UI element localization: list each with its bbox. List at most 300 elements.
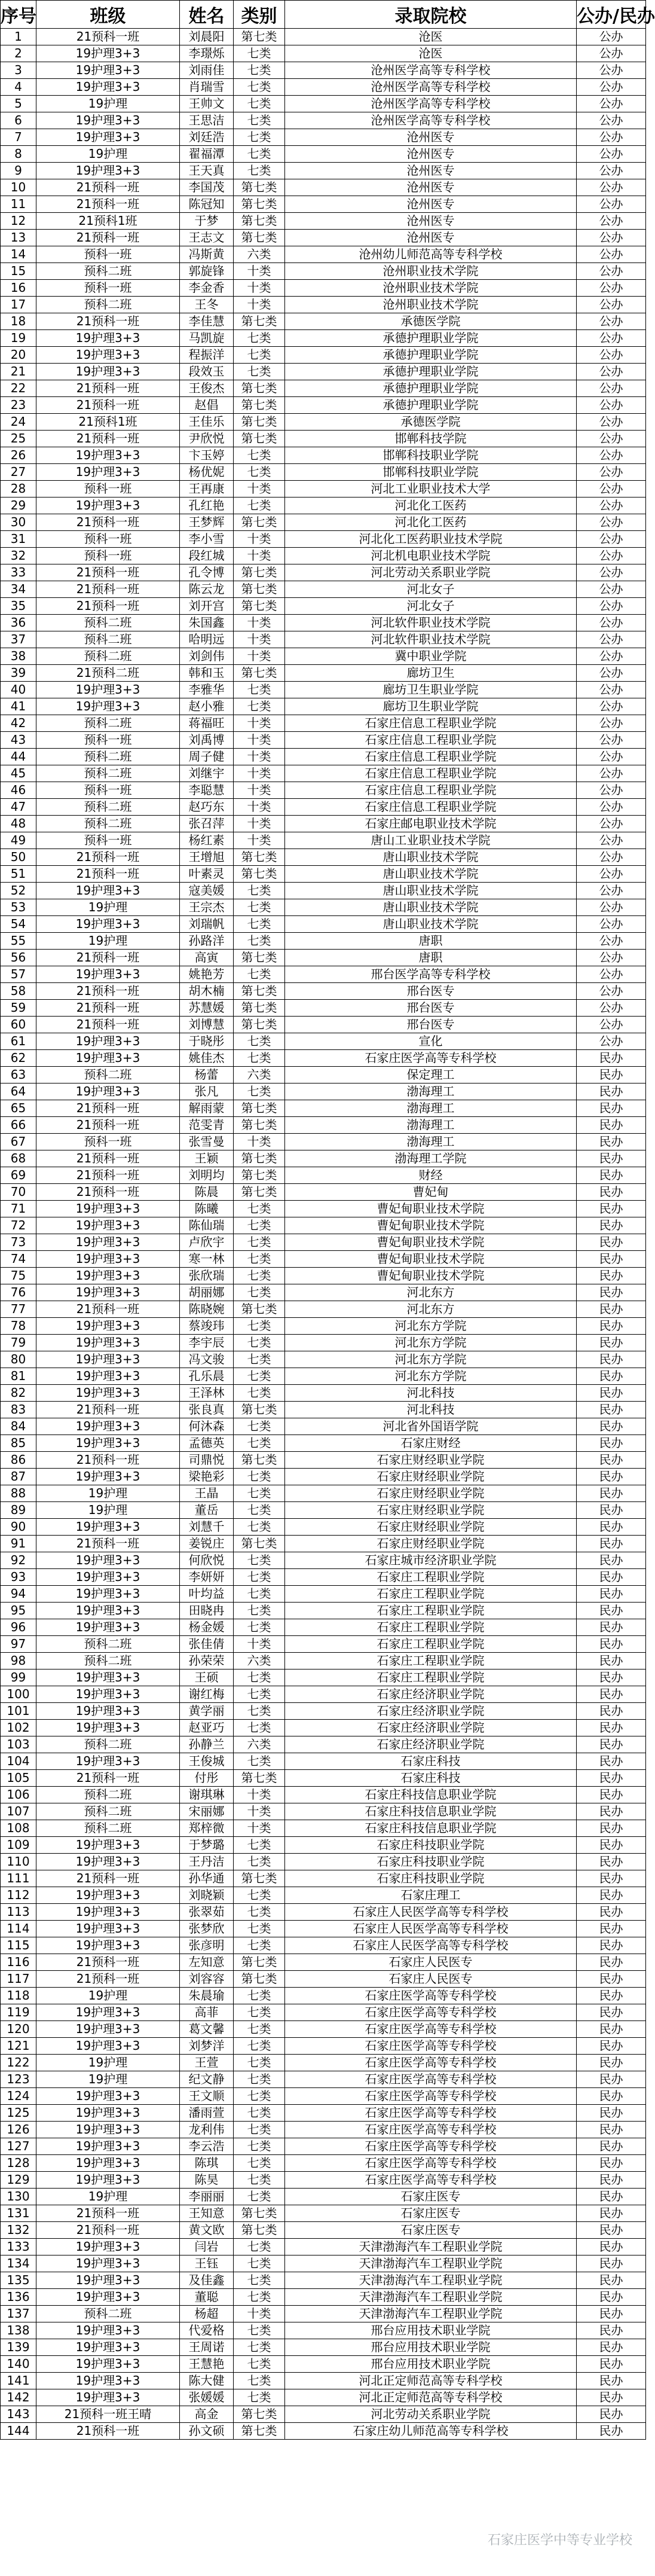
table-row [1,1904,646,1921]
cell-ownership: 民办 [577,2339,646,2356]
cell-class: 19护理3+3 [36,1083,180,1100]
cell-number: 31 [1,531,36,548]
cell-name: 赵倡 [180,397,234,414]
cell-ownership: 公办 [577,916,646,933]
cell-school: 石家庄工程职业学院 [285,1636,577,1653]
cell-category: 七类 [234,2071,285,2088]
cell-name: 陈昊 [180,2172,234,2189]
cell-category: 七类 [234,1904,285,1921]
cell-name: 杨超 [180,2306,234,2322]
cell-class: 21预科二班 [36,665,180,682]
cell-ownership: 民办 [577,1787,646,1803]
cell-number: 107 [1,1803,36,1820]
table-row [1,1921,646,1937]
cell-ownership: 民办 [577,1351,646,1368]
cell-class: 19护理3+3 [36,1837,180,1854]
table-row [1,1318,646,1335]
cell-class: 21预科一班 [36,1770,180,1787]
table-row [1,464,646,481]
cell-name: 董岳 [180,1502,234,1519]
table-row [1,966,646,983]
cell-number: 9 [1,163,36,179]
cell-name: 张翠茹 [180,1904,234,1921]
cell-school: 石家庄人民医专 [285,1971,577,1988]
cell-name: 张良真 [180,1402,234,1418]
cell-name: 陈大健 [180,2373,234,2389]
table-row [1,1720,646,1736]
table-row [1,213,646,230]
table-row [1,1787,646,1803]
cell-school: 石家庄人民医学高等专科学校 [285,1904,577,1921]
cell-school: 石家庄科技职业学院 [285,1870,577,1887]
cell-class: 21预科一班 [36,397,180,414]
cell-number: 3 [1,62,36,79]
cell-school: 石家庄医专 [285,2222,577,2239]
cell-category: 七类 [234,698,285,715]
cell-class: 19护理3+3 [36,2289,180,2306]
cell-number: 136 [1,2289,36,2306]
cell-category: 十类 [234,782,285,799]
cell-school: 河北科技 [285,1402,577,1418]
cell-category: 七类 [234,2289,285,2306]
cell-class: 21预科一班 [36,2205,180,2222]
cell-school: 河北正定师范高等专科学校 [285,2389,577,2406]
cell-ownership: 公办 [577,665,646,682]
cell-class: 19护理3+3 [36,1921,180,1937]
cell-ownership: 公办 [577,866,646,883]
table-row [1,1603,646,1619]
cell-name: 李金香 [180,280,234,297]
cell-class: 19护理3+3 [36,2155,180,2172]
cell-ownership: 民办 [577,2423,646,2440]
cell-ownership: 公办 [577,62,646,79]
cell-school: 石家庄科技职业学院 [285,1837,577,1854]
cell-ownership: 民办 [577,2322,646,2339]
table-row [1,564,646,581]
cell-school: 石家庄人民医学高等专科学校 [285,1921,577,1937]
cell-ownership: 民办 [577,2239,646,2255]
cell-name: 张佳倩 [180,1636,234,1653]
cell-class: 19护理3+3 [36,1234,180,1251]
cell-category: 六类 [234,1736,285,1753]
cell-class: 19护理3+3 [36,62,180,79]
cell-school: 河北东方 [285,1301,577,1318]
cell-school: 石家庄医学高等专科学校 [285,2088,577,2105]
cell-number: 32 [1,548,36,564]
cell-class: 19护理3+3 [36,1469,180,1485]
cell-class: 19护理 [36,96,180,112]
cell-school: 石家庄信息工程职业学院 [285,765,577,782]
cell-name: 葛文馨 [180,2021,234,2038]
table-row [1,2105,646,2122]
cell-class: 19护理3+3 [36,2389,180,2406]
cell-number: 100 [1,1686,36,1703]
cell-category: 第七类 [234,2222,285,2239]
cell-ownership: 公办 [577,313,646,330]
cell-ownership: 公办 [577,163,646,179]
cell-name: 王泽林 [180,1385,234,1402]
cell-number: 50 [1,849,36,866]
cell-number: 110 [1,1854,36,1870]
cell-class: 预科二班 [36,1636,180,1653]
cell-category: 七类 [234,2339,285,2356]
cell-class: 19护理3+3 [36,1619,180,1636]
cell-class: 19护理3+3 [36,1050,180,1067]
cell-category: 第七类 [234,598,285,615]
cell-name: 李云浩 [180,2138,234,2155]
cell-class: 19护理3+3 [36,330,180,347]
cell-category: 七类 [234,1335,285,1351]
cell-ownership: 公办 [577,330,646,347]
cell-school: 石家庄工程职业学院 [285,1569,577,1586]
cell-number: 78 [1,1318,36,1335]
cell-class: 21预科一班 [36,1167,180,1184]
cell-name: 黄学丽 [180,1703,234,1720]
cell-class: 19护理3+3 [36,1318,180,1335]
cell-category: 七类 [234,2105,285,2122]
cell-school: 石家庄医学高等专科学校 [285,1050,577,1067]
cell-ownership: 民办 [577,1803,646,1820]
cell-category: 七类 [234,2122,285,2138]
cell-category: 七类 [234,2189,285,2205]
table-row [1,297,646,313]
cell-number: 116 [1,1954,36,1971]
cell-number: 89 [1,1502,36,1519]
cell-school: 曹妃甸职业技术学院 [285,1268,577,1284]
cell-category: 十类 [234,648,285,665]
cell-category: 七类 [234,1988,285,2004]
cell-category: 第七类 [234,849,285,866]
cell-school: 渤海理工学院 [285,1150,577,1167]
cell-category: 七类 [234,163,285,179]
cell-class: 19护理3+3 [36,79,180,96]
cell-category: 七类 [234,2172,285,2189]
cell-category: 七类 [234,1937,285,1954]
cell-name: 刘廷浩 [180,129,234,146]
cell-category: 第七类 [234,1770,285,1787]
cell-name: 谢红梅 [180,1686,234,1703]
cell-category: 十类 [234,749,285,765]
cell-number: 112 [1,1887,36,1904]
cell-ownership: 公办 [577,112,646,129]
table-row [1,2239,646,2255]
cell-number: 55 [1,933,36,950]
table-row [1,2272,646,2289]
cell-school: 沧州职业技术学院 [285,263,577,280]
table-row [1,1435,646,1452]
cell-category: 第七类 [234,665,285,682]
cell-class: 21预科一班 [36,1301,180,1318]
cell-number: 69 [1,1167,36,1184]
table-row [1,749,646,765]
table-row [1,899,646,916]
cell-name: 王佳乐 [180,414,234,431]
table-row [1,1418,646,1435]
table-row [1,498,646,514]
cell-name: 刘博慧 [180,1017,234,1033]
cell-category: 七类 [234,1268,285,1284]
cell-class: 19护理3+3 [36,1552,180,1569]
table-row [1,380,646,397]
cell-category: 十类 [234,832,285,849]
table-row [1,1854,646,1870]
cell-category: 六类 [234,246,285,263]
cell-school: 沧州医专 [285,196,577,213]
cell-school: 石家庄科技 [285,1770,577,1787]
cell-school: 唐职 [285,933,577,950]
cell-category: 第七类 [234,866,285,883]
cell-ownership: 民办 [577,1067,646,1083]
cell-name: 及佳鑫 [180,2272,234,2289]
table-row [1,883,646,899]
cell-category: 十类 [234,715,285,732]
cell-number: 96 [1,1619,36,1636]
cell-category: 第七类 [234,431,285,447]
cell-school: 承德护理职业学院 [285,330,577,347]
cell-ownership: 民办 [577,2088,646,2105]
cell-category: 十类 [234,2306,285,2322]
cell-category: 七类 [234,1033,285,1050]
cell-ownership: 民办 [577,1050,646,1067]
cell-class: 21预科一班 [36,849,180,866]
cell-number: 129 [1,2172,36,2189]
table-row [1,447,646,464]
cell-category: 七类 [234,79,285,96]
cell-class: 预科二班 [36,1820,180,1837]
cell-number: 134 [1,2255,36,2272]
cell-number: 64 [1,1083,36,1100]
cell-category: 七类 [234,1603,285,1619]
table-row [1,1017,646,1033]
table-row [1,1736,646,1753]
table-row [1,1201,646,1217]
cell-ownership: 公办 [577,364,646,380]
cell-ownership: 民办 [577,1653,646,1669]
table-row [1,1837,646,1854]
cell-number: 47 [1,799,36,816]
cell-class: 19护理3+3 [36,1418,180,1435]
table-row [1,799,646,816]
cell-class: 预科二班 [36,816,180,832]
cell-class: 21预科一班 [36,1536,180,1552]
cell-name: 黄文欧 [180,2222,234,2239]
cell-category: 六类 [234,1067,285,1083]
cell-category: 第七类 [234,983,285,1000]
cell-school: 石家庄财经职业学院 [285,1452,577,1469]
cell-school: 渤海理工 [285,1134,577,1150]
cell-school: 唐山职业技术学院 [285,916,577,933]
table-row [1,1217,646,1234]
cell-class: 预科二班 [36,715,180,732]
cell-number: 37 [1,631,36,648]
cell-class: 预科二班 [36,648,180,665]
cell-name: 李丽丽 [180,2189,234,2205]
cell-school: 唐山工业职业技术学院 [285,832,577,849]
cell-number: 63 [1,1067,36,1083]
cell-category: 十类 [234,765,285,782]
cell-category: 七类 [234,2255,285,2272]
cell-class: 19护理3+3 [36,966,180,983]
cell-ownership: 民办 [577,1452,646,1469]
cell-number: 13 [1,230,36,246]
cell-number: 41 [1,698,36,715]
cell-number: 77 [1,1301,36,1318]
cell-number: 95 [1,1603,36,1619]
table-row [1,2122,646,2138]
table-row [1,1803,646,1820]
cell-category: 七类 [234,1485,285,1502]
cell-number: 105 [1,1770,36,1787]
table-row [1,79,646,96]
cell-name: 刘晓颖 [180,1887,234,1904]
table-row [1,765,646,782]
cell-name: 何沐森 [180,1418,234,1435]
cell-category: 七类 [234,2038,285,2055]
cell-ownership: 民办 [577,1150,646,1167]
cell-ownership: 公办 [577,966,646,983]
cell-class: 19护理3+3 [36,1268,180,1284]
cell-school: 沧州医专 [285,163,577,179]
cell-number: 45 [1,765,36,782]
cell-school: 河北劳动关系职业学院 [285,564,577,581]
cell-ownership: 民办 [577,2389,646,2406]
cell-school: 保定理工 [285,1067,577,1083]
cell-category: 第七类 [234,1184,285,1201]
cell-category: 第七类 [234,1000,285,1017]
cell-school: 河北劳动关系职业学院 [285,2406,577,2423]
cell-class: 19护理3+3 [36,1217,180,1234]
table-row [1,598,646,615]
cell-number: 39 [1,665,36,682]
cell-number: 133 [1,2239,36,2255]
cell-class: 预科二班 [36,1803,180,1820]
cell-name: 寇美媛 [180,883,234,899]
cell-name: 蒋福旺 [180,715,234,732]
cell-school: 石家庄信息工程职业学院 [285,749,577,765]
cell-ownership: 公办 [577,983,646,1000]
table-row [1,280,646,297]
cell-class: 19护理3+3 [36,698,180,715]
cell-name: 刘慧千 [180,1519,234,1536]
cell-ownership: 民办 [577,1134,646,1150]
cell-category: 第七类 [234,1301,285,1318]
cell-category: 第七类 [234,950,285,966]
cell-number: 124 [1,2088,36,2105]
cell-school: 廊坊卫生职业学院 [285,698,577,715]
cell-name: 于晓彤 [180,1033,234,1050]
cell-school: 冀中职业学院 [285,648,577,665]
cell-category: 七类 [234,112,285,129]
cell-number: 33 [1,564,36,581]
cell-school: 沧医 [285,29,577,45]
table-row [1,2289,646,2306]
cell-category: 第七类 [234,1536,285,1552]
cell-ownership: 公办 [577,883,646,899]
cell-school: 邢台应用技术职业学院 [285,2322,577,2339]
cell-school: 邯郸科技学院 [285,431,577,447]
cell-school: 石家庄信息工程职业学院 [285,799,577,816]
cell-ownership: 民办 [577,1368,646,1385]
cell-class: 21预科一班 [36,598,180,615]
cell-category: 七类 [234,1569,285,1586]
cell-class: 预科一班 [36,832,180,849]
cell-school: 河北化工医药 [285,514,577,531]
cell-category: 第七类 [234,564,285,581]
table-row [1,514,646,531]
table-row [1,2322,646,2339]
table-row [1,2088,646,2105]
cell-category: 七类 [234,2373,285,2389]
cell-name: 王颖 [180,1150,234,1167]
cell-number: 1 [1,29,36,45]
table-row [1,146,646,163]
cell-class: 19护理3+3 [36,163,180,179]
cell-number: 72 [1,1217,36,1234]
cell-class: 19护理3+3 [36,1368,180,1385]
cell-number: 98 [1,1653,36,1669]
table-row [1,648,646,665]
cell-school: 石家庄城市经济职业学院 [285,1552,577,1569]
cell-name: 朱晨瑜 [180,1988,234,2004]
cell-name: 陈晨 [180,1184,234,1201]
cell-ownership: 民办 [577,1184,646,1201]
cell-ownership: 公办 [577,899,646,916]
cell-ownership: 公办 [577,146,646,163]
cell-number: 34 [1,581,36,598]
cell-ownership: 公办 [577,832,646,849]
cell-name: 王丹洁 [180,1854,234,1870]
table-row [1,2138,646,2155]
cell-school: 河北化工医药职业技术学院 [285,531,577,548]
cell-ownership: 民办 [577,1318,646,1335]
cell-name: 杨优妮 [180,464,234,481]
cell-number: 42 [1,715,36,732]
table-row [1,1770,646,1787]
cell-ownership: 公办 [577,447,646,464]
cell-category: 七类 [234,1703,285,1720]
cell-school: 沧医 [285,45,577,62]
table-row [1,1971,646,1988]
cell-number: 111 [1,1870,36,1887]
cell-number: 17 [1,297,36,313]
cell-school: 石家庄医学高等专科学校 [285,1988,577,2004]
cell-name: 刘晨阳 [180,29,234,45]
cell-number: 104 [1,1753,36,1770]
cell-number: 56 [1,950,36,966]
cell-ownership: 民办 [577,1502,646,1519]
table-row [1,782,646,799]
table-row [1,2172,646,2189]
table-row [1,933,646,950]
cell-ownership: 民办 [577,2138,646,2155]
cell-category: 第七类 [234,213,285,230]
cell-class: 19护理 [36,1502,180,1519]
cell-category: 第七类 [234,1402,285,1418]
cell-number: 143 [1,2406,36,2423]
cell-category: 七类 [234,45,285,62]
cell-category: 七类 [234,96,285,112]
cell-number: 108 [1,1820,36,1837]
table-row [1,2055,646,2071]
cell-class: 19护理3+3 [36,2172,180,2189]
cell-name: 王宗杰 [180,899,234,916]
cell-ownership: 民办 [577,2373,646,2389]
cell-category: 七类 [234,1753,285,1770]
cell-class: 19护理3+3 [36,1385,180,1402]
cell-school: 沧州医专 [285,213,577,230]
cell-name: 孙文硕 [180,2423,234,2440]
cell-number: 141 [1,2373,36,2389]
